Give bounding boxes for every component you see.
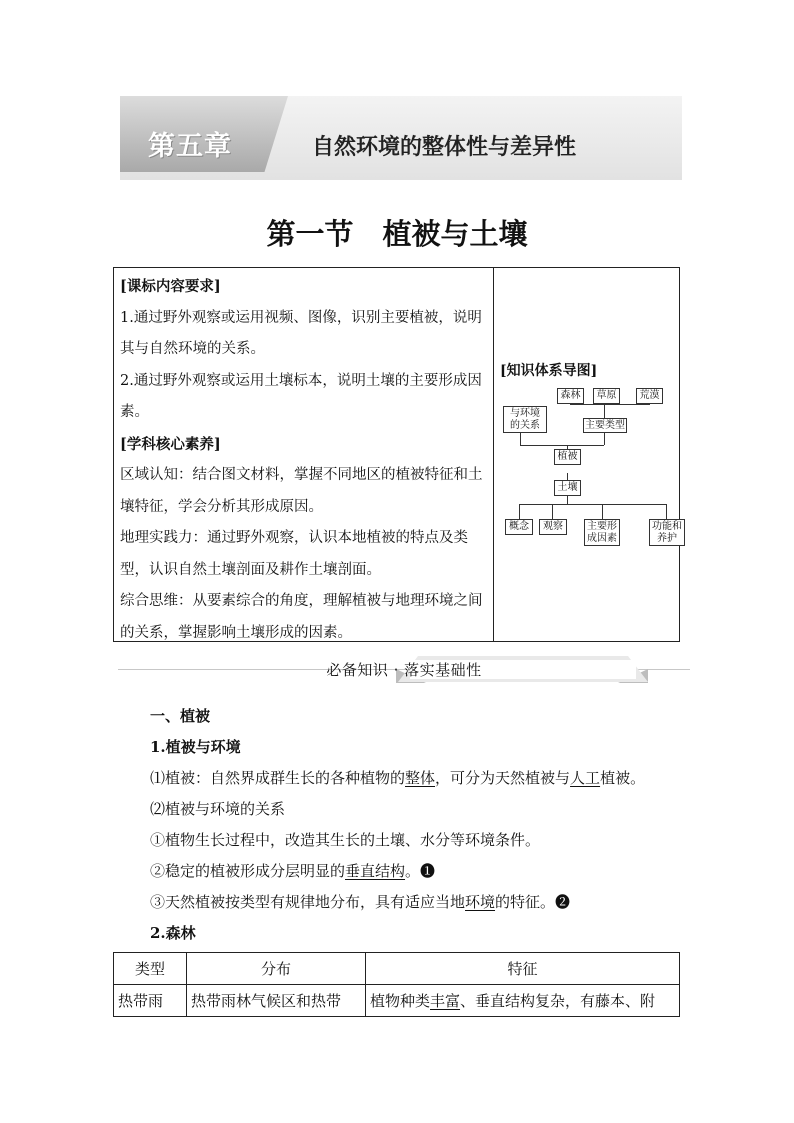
- objectives-box: [113, 267, 680, 642]
- table-cell-type: 热带雨: [114, 985, 187, 1017]
- mindmap-node-observe: 观察: [539, 519, 567, 535]
- literacy-item: 地理实践力：通过野外观察，认识本地植被的特点及类型，认识自然土壤剖面及耕作土壤剖面。: [120, 530, 468, 578]
- heading-vegetation-environment: 1.植被与环境: [150, 738, 241, 756]
- table-cell-feature: 植物种类丰富、垂直结构复杂，有藤本、附: [366, 985, 680, 1017]
- objectives-text: [114, 268, 494, 641]
- paragraph-definition: ⑴植被：自然界成群生长的各种植物的整体，可分为天然植被与人工植被。: [150, 769, 646, 787]
- divider-label: 必备知识 · 落实基础性: [326, 661, 482, 679]
- mindmap-node-vegetation: 植被: [554, 449, 581, 465]
- curriculum-item: 2.通过野外观察或运用土壤标本，说明土壤的主要形成因素。: [120, 372, 482, 420]
- section-title: 第一节 植被与土壤: [266, 217, 528, 251]
- mindmap-title: [知识体系导图]: [500, 363, 598, 379]
- paragraph-relation-heading: ⑵植被与环境的关系: [150, 800, 286, 818]
- section-divider: [118, 656, 690, 686]
- chapter-title: 自然环境的整体性与差异性: [312, 134, 577, 160]
- forest-table: [113, 952, 680, 1017]
- literacy-heading: [学科核心素养]: [120, 435, 221, 453]
- heading-forest: 2.森林: [150, 924, 196, 942]
- curriculum-heading: [课标内容要求]: [120, 278, 221, 295]
- mindmap-node-relation: 与环境 的关系: [503, 406, 547, 433]
- mindmap-node-factors: 主要形 成因素: [584, 519, 620, 546]
- curriculum-item: 1.通过野外观察或运用视频、图像，识别主要植被，说明其与自然环境的关系。: [120, 309, 482, 357]
- mindmap-node-forest: 森林: [557, 388, 584, 404]
- table-header: 特征: [366, 953, 680, 985]
- table-header: 分布: [187, 953, 366, 985]
- table-row: [114, 985, 680, 1017]
- mindmap-node-concept: 概念: [505, 519, 533, 535]
- table-header: 类型: [114, 953, 187, 985]
- chapter-number: 第五章: [148, 131, 232, 162]
- knowledge-mindmap: [494, 268, 682, 641]
- table-cell-distribution: 热带雨林气候区和热带: [187, 985, 366, 1017]
- mindmap-node-grassland: 草原: [593, 388, 620, 404]
- mindmap-node-function: 功能和 养护: [649, 519, 685, 546]
- mindmap-node-soil: 土壤: [554, 480, 581, 496]
- mindmap-node-desert: 荒漠: [636, 388, 663, 404]
- paragraph-point-1: ①植物生长过程中，改造其生长的土壤、水分等环境条件。: [150, 831, 541, 849]
- literacy-item: 综合思维：从要素综合的角度，理解植被与地理环境之间的关系，掌握影响土壤形成的因素。: [120, 593, 483, 641]
- heading-vegetation: 一、植被: [150, 707, 211, 725]
- paragraph-point-3: ③天然植被按类型有规律地分布，具有适应当地环境的特征。❷: [150, 893, 571, 911]
- mindmap-node-types: 主要类型: [583, 418, 627, 433]
- paragraph-point-2: ②稳定的植被形成分层明显的垂直结构。❶: [150, 862, 436, 880]
- literacy-item: 区域认知：结合图文材料，掌握不同地区的植被特征和土壤特征，学会分析其形成原因。: [120, 467, 483, 515]
- table-header-row: [114, 953, 680, 985]
